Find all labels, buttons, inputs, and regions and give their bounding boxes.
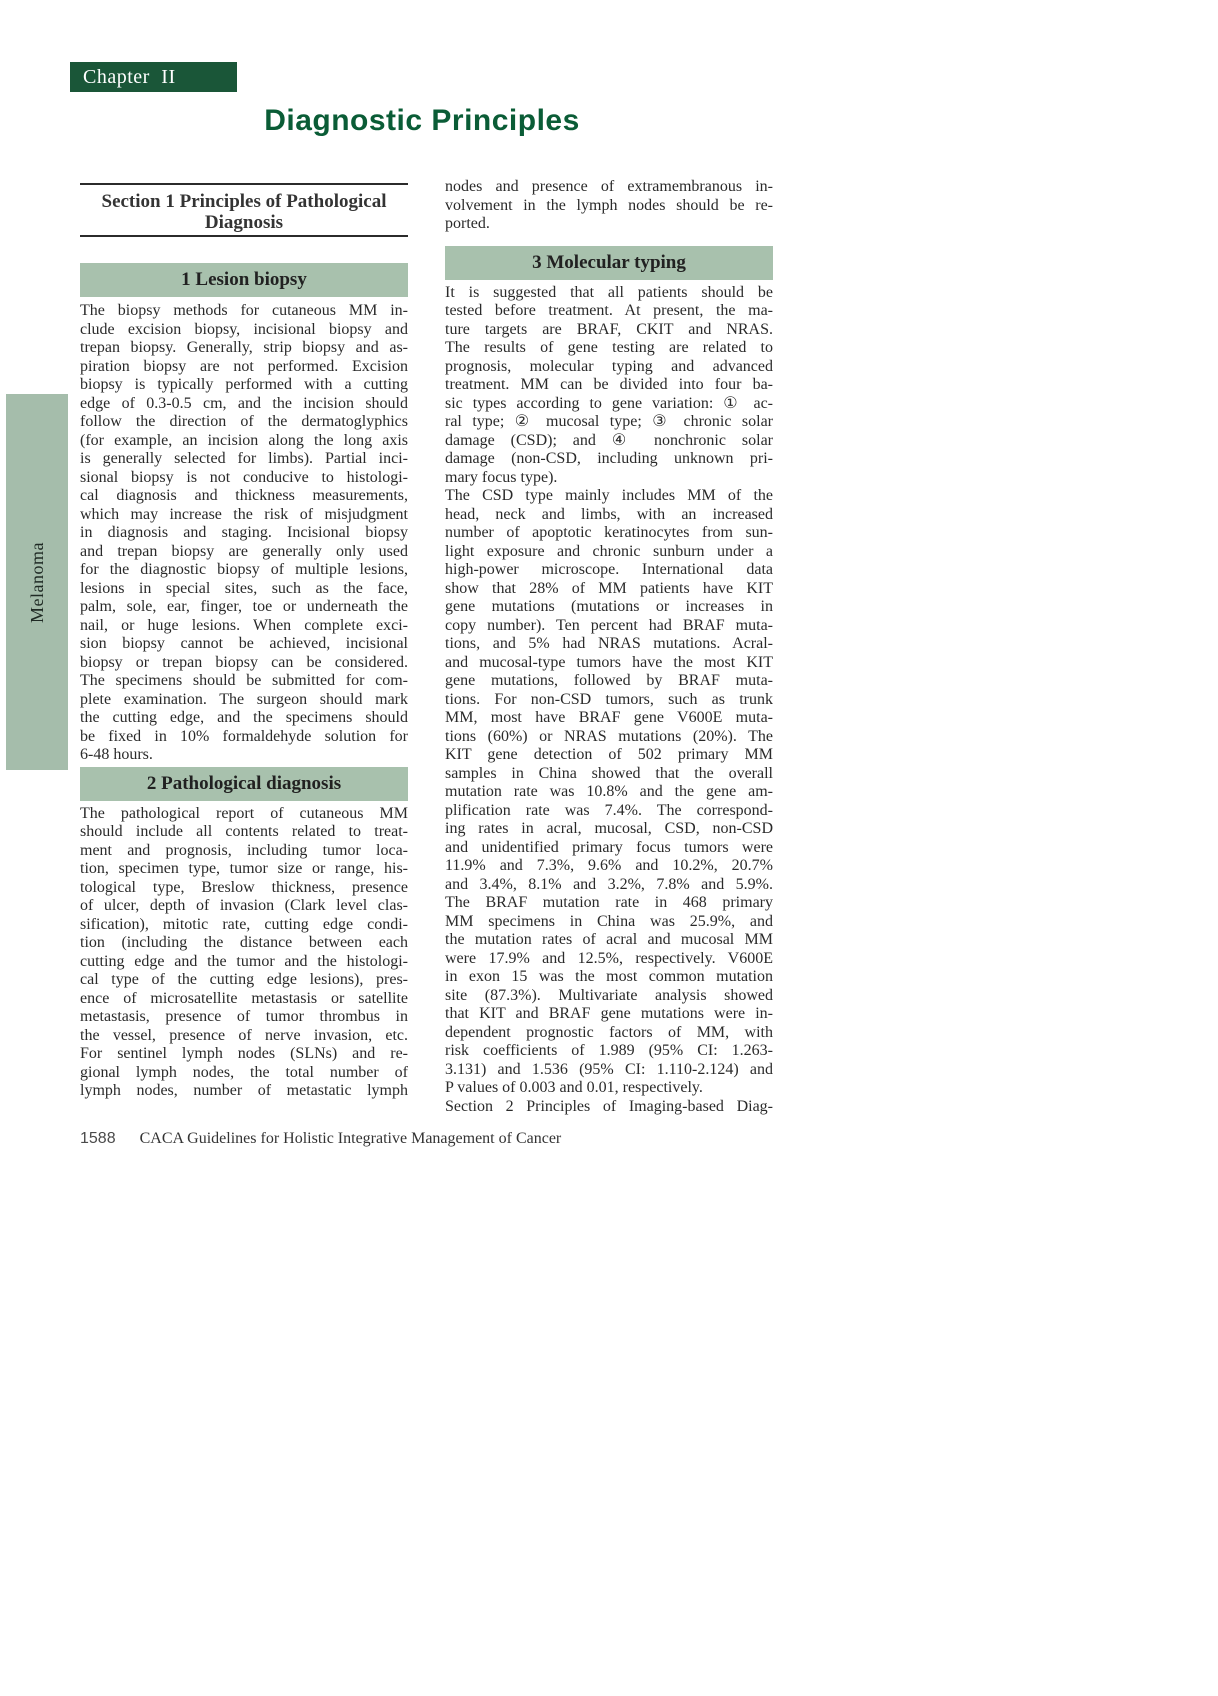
text-line: treatment. MM can be divided into four ba- xyxy=(445,376,773,393)
text-line: lesions in special sites, such as the face, xyxy=(80,579,408,597)
text-line: were 17.9% and 12.5%, respectively. V600E xyxy=(445,949,773,967)
text-line: gene mutations (mutations or increases in xyxy=(445,598,773,615)
paragraph-pathological-diagnosis xyxy=(80,805,408,1101)
text-line: 3.131) and 1.536 (95% CI: 1.110-2.124) and xyxy=(445,1060,773,1078)
text-line: plification rate was 7.4%. The correspond- xyxy=(445,801,773,819)
text-line: nail, or huge lesions. When complete exci- xyxy=(80,616,408,634)
text-line: and mucosal-type tumors have the most KIT xyxy=(445,653,773,671)
text-line: Section 2 Principles of Imaging-based Diag- xyxy=(445,1097,773,1115)
text-line: plete examination. The surgeon should mark xyxy=(80,690,408,708)
text-line: edge of 0.3-0.5 cm, and the incision should xyxy=(80,394,408,412)
text-line: be fixed in 10% formaldehyde solution for xyxy=(80,727,408,745)
text-line: (for example, an incision along the long axis xyxy=(80,431,408,449)
text-line: high-power microscope. International data xyxy=(445,561,773,578)
sidebar-label: Melanoma xyxy=(26,541,47,623)
text-line: sion biopsy cannot be achieved, incisional xyxy=(80,635,408,652)
text-line: gional lymph nodes, the total number of xyxy=(80,1063,408,1081)
text-line: in exon 15 was the most common mutation xyxy=(445,968,773,985)
heading-lesion-biopsy: 1 Lesion biopsy xyxy=(80,263,408,297)
text-line: It is suggested that all patients should be xyxy=(445,283,773,301)
text-line: dependent prognostic factors of MM, with xyxy=(445,1023,773,1041)
text-line: samples in China showed that the overall xyxy=(445,764,773,782)
text-line: tion (including the distance between each xyxy=(80,934,408,951)
text-line: number of apoptotic keratinocytes from sun- xyxy=(445,524,773,541)
text-line: for the diagnostic biopsy of multiple lesions, xyxy=(80,561,408,578)
left-column xyxy=(80,183,408,1101)
text-line: sic types according to gene variation: ① ac- xyxy=(445,394,773,412)
text-line: tion, specimen type, tumor size or range, his- xyxy=(80,860,408,877)
page-number: 1588 xyxy=(80,1130,116,1147)
text-line: The BRAF mutation rate in 468 primary xyxy=(445,894,773,911)
text-line: P values of 0.003 and 0.01, respectively. xyxy=(445,1079,703,1096)
text-line: in diagnosis and staging. Incisional biopsy xyxy=(80,524,408,541)
text-line: that KIT and BRAF gene mutations were in- xyxy=(445,1005,773,1022)
paragraph-lymph-nodes-continued xyxy=(445,178,773,234)
text-line: 6-48 hours. xyxy=(80,746,153,763)
section-1-box xyxy=(80,183,408,237)
text-line: The CSD type mainly includes MM of the xyxy=(445,487,773,504)
paragraph-lesion-biopsy xyxy=(80,302,408,765)
text-line: MM specimens in China was 25.9%, and xyxy=(445,912,773,930)
text-line: palm, sole, ear, finger, toe or underneath the xyxy=(80,598,408,615)
text-line: show that 28% of MM patients have KIT xyxy=(445,579,773,597)
right-column xyxy=(445,178,773,1116)
page-title: Diagnostic Principles xyxy=(264,104,580,137)
paragraph-molecular-typing-1 xyxy=(445,284,773,488)
heading-pathological-diagnosis: 2 Pathological diagnosis xyxy=(80,767,408,801)
section-1-title-line-2: Diagnosis xyxy=(204,212,284,233)
text-line: should include all contents related to treat- xyxy=(80,823,408,840)
text-line: copy number). Ten percent had BRAF muta- xyxy=(445,616,773,634)
page-footer xyxy=(80,1130,561,1148)
text-line: mary focus type). xyxy=(445,468,558,486)
text-line: volvement in the lymph nodes should be re- xyxy=(445,196,773,214)
text-line: 11.9% and 7.3%, 9.6% and 10.2%, 20.7% xyxy=(445,857,773,874)
text-line: site (87.3%). Multivariate analysis showed xyxy=(445,986,773,1004)
text-line: and unidentified primary focus tumors were xyxy=(445,838,773,856)
sidebar-melanoma-tab xyxy=(6,394,68,770)
text-line: tions. For non-CSD tumors, such as trunk xyxy=(445,690,773,708)
text-line: risk coefficients of 1.989 (95% CI: 1.263- xyxy=(445,1042,773,1059)
text-line: head, neck and limbs, with an increased xyxy=(445,505,773,523)
text-line: cal type of the cutting edge lesions), pres- xyxy=(80,971,408,988)
text-line: biopsy is typically performed with a cutting xyxy=(80,376,408,393)
text-line: tological type, Breslow thickness, presence xyxy=(80,878,408,896)
text-line: which may increase the risk of misjudgment xyxy=(80,505,408,523)
text-line: is generally selected for limbs). Partial inci- xyxy=(80,450,408,467)
text-line: clude excision biopsy, incisional biopsy and xyxy=(80,320,408,338)
text-line: For sentinel lymph nodes (SLNs) and re- xyxy=(80,1045,408,1062)
text-line: tions (60%) or NRAS mutations (20%). The xyxy=(445,727,773,745)
text-line: The biopsy methods for cutaneous MM in- xyxy=(80,302,408,319)
text-line: The specimens should be submitted for com- xyxy=(80,672,408,689)
text-line: damage (CSD); and ④ nonchronic solar xyxy=(445,431,773,449)
text-line: ing rates in acral, mucosal, CSD, non-CSD xyxy=(445,820,773,837)
chapter-label: Chapter II xyxy=(83,65,176,88)
heading-molecular-typing: 3 Molecular typing xyxy=(445,246,773,280)
text-line: ral type; ② mucosal type; ③ chronic solar xyxy=(445,413,773,430)
text-line: MM, most have BRAF gene V600E muta- xyxy=(445,709,773,726)
text-line: KIT gene detection of 502 primary MM xyxy=(445,746,773,763)
text-line: sification), mitotic rate, cutting edge condi- xyxy=(80,915,408,933)
text-line: the vessel, presence of nerve invasion, etc. xyxy=(80,1026,408,1044)
text-line: prognosis, molecular typing and advanced xyxy=(445,357,773,375)
text-line: ence of microsatellite metastasis or satellite xyxy=(80,989,408,1007)
text-line: the cutting edge, and the specimens should xyxy=(80,709,408,726)
paragraph-molecular-typing-2 xyxy=(445,487,773,1098)
text-line: metastasis, presence of tumor thrombus in xyxy=(80,1008,408,1025)
text-line: biopsy or trepan biopsy can be considered. xyxy=(80,653,408,671)
text-line: and 3.4%, 8.1% and 3.2%, 7.8% and 5.9%. xyxy=(445,875,773,893)
text-line: trepan biopsy. Generally, strip biopsy and as- xyxy=(80,339,408,356)
text-line: The results of gene testing are related to xyxy=(445,339,773,356)
text-line: lymph nodes, number of metastatic lymph xyxy=(80,1082,408,1099)
text-line: ment and prognosis, including tumor loca- xyxy=(80,841,408,859)
text-line: cutting edge and the tumor and the histologi- xyxy=(80,952,408,970)
text-line: The pathological report of cutaneous MM xyxy=(80,804,408,822)
text-line: and trepan biopsy are generally only used xyxy=(80,542,408,560)
section-1-title-line-1: Section 1 Principles of Pathological xyxy=(101,191,387,212)
footer-book-title: CACA Guidelines for Holistic Integrative Management of Cancer xyxy=(139,1130,562,1147)
text-line: light exposure and chronic sunburn under a xyxy=(445,542,773,560)
text-line: of ulcer, depth of invasion (Clark level clas- xyxy=(80,897,408,914)
text-line: sional biopsy is not conducive to histologi- xyxy=(80,468,408,486)
text-line: tions, and 5% had NRAS mutations. Acral- xyxy=(445,635,773,652)
text-line: ture targets are BRAF, CKIT and NRAS. xyxy=(445,320,773,338)
text-line: piration biopsy are not performed. Excision xyxy=(80,357,408,375)
section-2-runin-line xyxy=(445,1098,773,1117)
text-line: gene mutations, followed by BRAF muta- xyxy=(445,672,773,689)
text-line: the mutation rates of acral and mucosal MM xyxy=(445,931,773,948)
text-line: cal diagnosis and thickness measurements, xyxy=(80,487,408,504)
chapter-banner xyxy=(70,62,237,92)
text-line: mutation rate was 10.8% and the gene am- xyxy=(445,783,773,800)
text-line: nodes and presence of extramembranous in- xyxy=(445,178,773,195)
text-line: follow the direction of the dermatoglyphics xyxy=(80,413,408,430)
text-line: damage (non-CSD, including unknown pri- xyxy=(445,450,773,467)
text-line: ported. xyxy=(445,215,490,232)
text-line: tested before treatment. At present, the ma- xyxy=(445,302,773,319)
